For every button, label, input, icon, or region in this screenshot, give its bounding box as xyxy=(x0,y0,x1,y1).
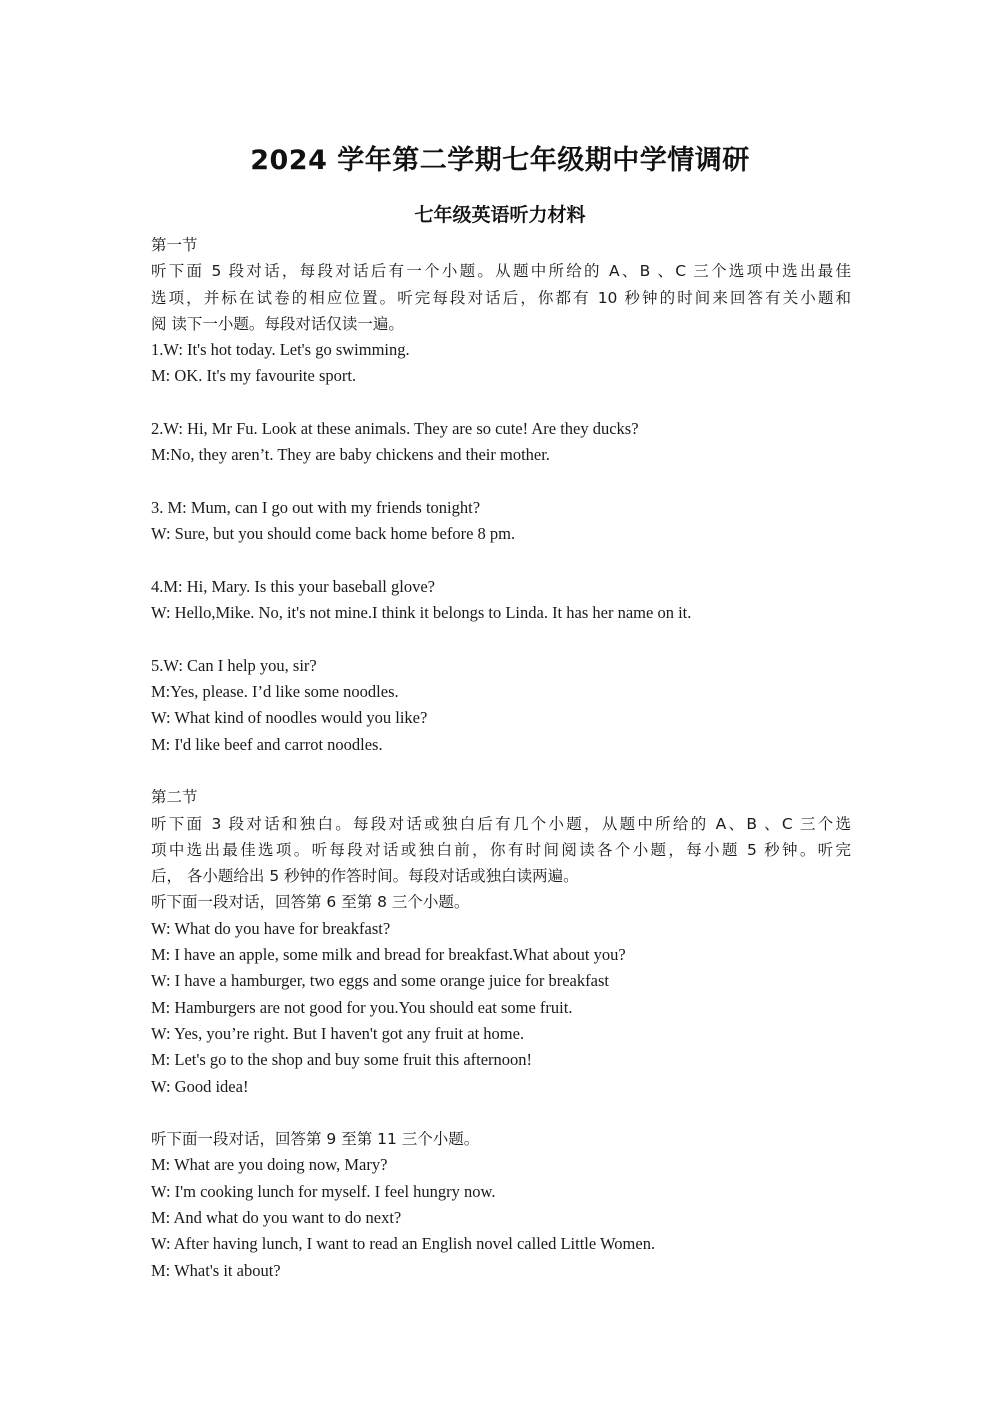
page-subtitle: 七年级英语听力材料 xyxy=(414,204,586,226)
section2-instruction-line: 后， 各小题给出 5 秒钟的作答时间。每段对话或独白读两遍。 xyxy=(151,867,579,886)
dialogue-line: M: What's it about? xyxy=(151,1260,281,1280)
section1-instruction-line: 选项，并标在试卷的相应位置。听完每段对话后，你都有 10 秒钟的时间来回答有关小题和 xyxy=(151,288,851,307)
page-content xyxy=(151,232,851,1284)
dialogue-line: W: Good idea! xyxy=(151,1076,249,1096)
dialogue-line: 2.W: Hi, Mr Fu. Look at these animals. They are so cute! Are they ducks? xyxy=(151,419,639,439)
dialogue-line: M: I'd like beef and carrot noodles. xyxy=(151,734,383,754)
dialogue-line: 3. M: Mum, can I go out with my friends tonight? xyxy=(151,497,481,517)
section1-instruction-line: 听下面 5 段对话，每段对话后有一个小题。从题中所给的 A、B 、C 三个选项中选出最佳 xyxy=(151,262,851,281)
dialogue-line: 4.M: Hi, Mary. Is this your baseball glove? xyxy=(151,576,435,596)
dialogue-line: W: Hello,Mike. No, it's not mine.I think it belongs to Linda. It has her name on it. xyxy=(151,603,692,623)
dialogue-line: W: What do you have for breakfast? xyxy=(151,918,391,938)
part-intro: 听下面一段对话，回答第 6 至第 8 三个小题。 xyxy=(151,893,470,912)
section2-instruction-line: 听下面 3 段对话和独白。每段对话或独白后有几个小题，从题中所给的 A、B 、C 三个选 xyxy=(151,814,851,833)
dialogue-line: M:No, they aren’t. They are baby chickens and their mother. xyxy=(151,445,550,465)
part-intro: 听下面一段对话，回答第 9 至第 11 三个小题。 xyxy=(151,1130,480,1149)
dialogue-line: M: Let's go to the shop and buy some fruit this afternoon! xyxy=(151,1050,533,1070)
dialogue-line: W: What kind of noodles would you like? xyxy=(151,708,428,728)
dialogue-line: W: I'm cooking lunch for myself. I feel hungry now. xyxy=(151,1181,496,1201)
section2-instruction-line: 项中选出最佳选项。听每段对话或独白前，你有时间阅读各个小题，每小题 5 秒钟。听完 xyxy=(151,840,851,859)
page-title: 2024 学年第二学期七年级期中学情调研 xyxy=(250,145,750,176)
dialogue-line: M: I have an apple, some milk and bread for breakfast.What about you? xyxy=(151,945,626,965)
dialogue-line: W: Yes, you’re right. But I haven't got any fruit at home. xyxy=(151,1023,525,1043)
dialogue-line: M: And what do you want to do next? xyxy=(151,1207,402,1227)
section2-heading: 第二节 xyxy=(151,788,198,807)
section1-heading: 第一节 xyxy=(151,236,198,254)
dialogue-line: M: OK. It's my favourite sport. xyxy=(151,366,357,386)
section1-instruction-line: 阅 读下一小题。每段对话仅读一遍。 xyxy=(151,314,404,333)
dialogue-line: 5.W: Can I help you, sir? xyxy=(151,655,317,675)
dialogue-line: W: I have a hamburger, two eggs and some orange juice for breakfast xyxy=(151,971,609,991)
dialogue-line: M: What are you doing now, Mary? xyxy=(151,1155,388,1175)
dialogue-line: W: Sure, but you should come back home before 8 pm. xyxy=(151,524,516,544)
dialogue-line: 1.W: It's hot today. Let's go swimming. xyxy=(151,340,410,360)
dialogue-line: M: Hamburgers are not good for you.You should eat some fruit. xyxy=(151,997,573,1017)
dialogue-line: M:Yes, please. I’d like some noodles. xyxy=(151,682,399,702)
dialogue-line: W: After having lunch, I want to read an English novel called Little Women. xyxy=(151,1234,656,1254)
